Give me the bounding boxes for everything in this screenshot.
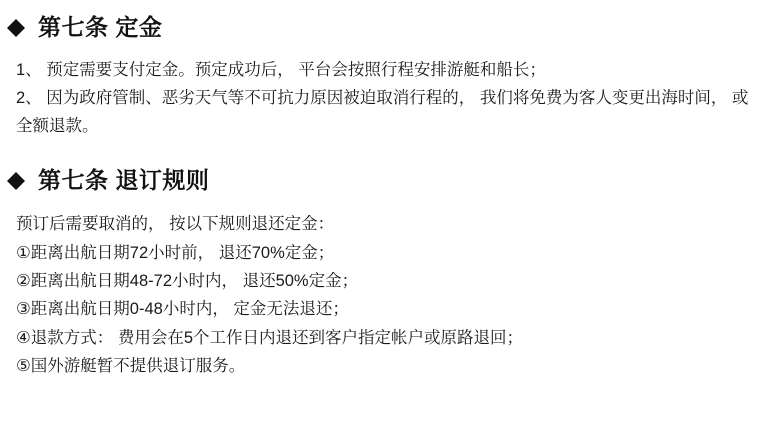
- cancellation-intro: 预订后需要取消的， 按以下规则退还定金：: [16, 215, 335, 234]
- deposit-line-2: 2、 因为政府管制、恶劣天气等不可抗力原因被迫取消行程的， 我们将免费为客人变更出海时间， 或全额退款。: [16, 88, 749, 136]
- section-body-deposit: [16, 56, 754, 141]
- section-heading-deposit: [16, 14, 754, 42]
- section-heading-cancellation: [16, 167, 754, 195]
- diamond-bullet-icon: [16, 172, 34, 190]
- section-body-cancellation: [16, 210, 754, 380]
- section-cancellation: [16, 167, 754, 381]
- cancellation-rule-1: ①距离出航日期72小时前， 退还70%定金；: [16, 243, 335, 262]
- cancellation-rule-5: ⑤国外游艇暂不提供退订服务。: [16, 357, 246, 376]
- deposit-line-1: 1、 预定需要支付定金。预定成功后， 平台会按照行程安排游艇和船长；: [16, 60, 546, 79]
- diamond-bullet-icon: [16, 19, 34, 37]
- section-heading-cancellation-text: 第七条 退订规则: [38, 166, 210, 193]
- cancellation-rule-3: ③距离出航日期0-48小时内， 定金无法退还；: [16, 300, 349, 319]
- section-heading-deposit-text: 第七条 定金: [38, 14, 163, 40]
- section-deposit: [16, 14, 754, 141]
- cancellation-rule-2: ②距离出航日期48-72小时内， 退还50%定金；: [16, 272, 359, 291]
- cancellation-rule-4: ④退款方式： 费用会在5个工作日内退还到客户指定帐户或原路退回；: [16, 328, 524, 347]
